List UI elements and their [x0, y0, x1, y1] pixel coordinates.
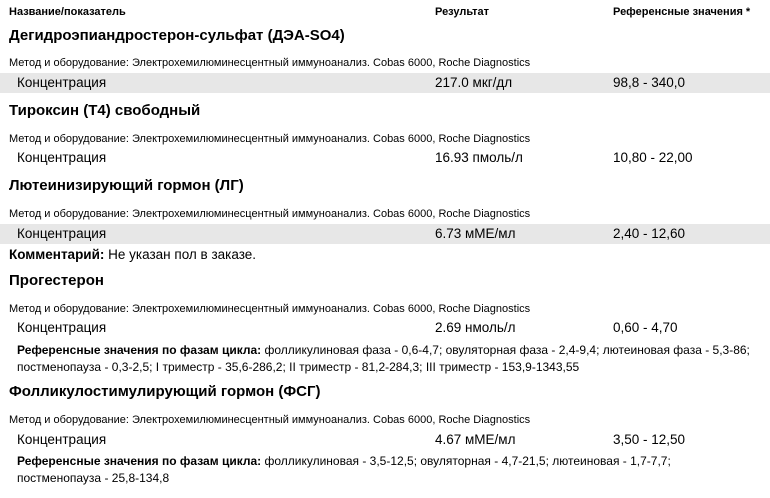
test-title-dhea-so4: Дегидроэпиандростерон-сульфат (ДЭА-SO4) — [9, 27, 345, 44]
phase-reference-note-fsh — [17, 453, 757, 487]
test-method-dhea-so4: Метод и оборудование: Электрохемилюминесцентный иммуноанализ. Cobas 6000, Roche Diagnostics — [9, 57, 531, 69]
test-title-fsh: Фолликулостимулирующий гормон (ФСГ) — [9, 383, 321, 400]
result-value: 217.0 мкг/дл — [435, 75, 513, 90]
result-value: 16.93 пмоль/л — [435, 150, 523, 165]
parameter-name: Концентрация — [17, 150, 107, 165]
comment-label: Комментарий: — [9, 247, 105, 262]
note-label: Референсные значения по фазам цикла: — [17, 343, 262, 357]
column-header-result: Результат — [435, 6, 490, 18]
reference-range: 98,8 - 340,0 — [613, 75, 686, 90]
parameter-name: Концентрация — [17, 320, 107, 335]
reference-range: 10,80 - 22,00 — [613, 150, 693, 165]
note-text: фолликулиновая фаза - 0,6-4,7; овуляторная фаза - 2,4-9,4; лютеиновая фаза - 5,3-86; постменопауза - 0,3-2,5; I триместр - 35,6-286,2; II триместр - 81,2-284,3; III триместр - 153,9-1343,55 — [17, 343, 750, 374]
test-method-t4-free: Метод и оборудование: Электрохемилюминесцентный иммуноанализ. Cobas 6000, Roche Diagnostics — [9, 133, 531, 145]
parameter-name: Концентрация — [17, 226, 107, 241]
test-method-progesterone: Метод и оборудование: Электрохемилюминесцентный иммуноанализ. Cobas 6000, Roche Diagnostics — [9, 303, 531, 315]
note-text: фолликулиновая - 3,5-12,5; овуляторная - 4,7-21,5; лютеиновая - 1,7-7,7; постменопауза - 25,8-134,8 — [17, 454, 671, 485]
result-row-dhea-so4 — [0, 73, 770, 93]
test-title-t4-free: Тироксин (Т4) свободный — [9, 102, 201, 119]
column-header-reference: Референсные значения * — [613, 6, 751, 18]
parameter-name: Концентрация — [17, 432, 107, 447]
reference-range: 2,40 - 12,60 — [613, 226, 686, 241]
result-row-lh — [0, 224, 770, 244]
column-header-name: Название/показатель — [9, 6, 126, 18]
note-label: Референсные значения по фазам цикла: — [17, 454, 262, 468]
test-method-fsh: Метод и оборудование: Электрохемилюминесцентный иммуноанализ. Cobas 6000, Roche Diagnostics — [9, 414, 531, 426]
result-row-fsh — [0, 430, 770, 450]
reference-range: 3,50 - 12,50 — [613, 432, 686, 447]
reference-range: 0,60 - 4,70 — [613, 320, 678, 335]
comment-text: Не указан пол в заказе. — [104, 247, 257, 262]
result-value: 2.69 нмоль/л — [435, 320, 516, 335]
result-value: 4.67 мМЕ/мл — [435, 432, 516, 447]
comment-lh — [9, 247, 256, 262]
test-title-lh: Лютеинизирующий гормон (ЛГ) — [9, 177, 244, 194]
result-row-t4-free — [0, 148, 770, 168]
result-value: 6.73 мМЕ/мл — [435, 226, 516, 241]
result-row-progesterone — [0, 318, 770, 338]
parameter-name: Концентрация — [17, 75, 107, 90]
test-method-lh: Метод и оборудование: Электрохемилюминесцентный иммуноанализ. Cobas 6000, Roche Diagnostics — [9, 208, 531, 220]
test-title-progesterone: Прогестерон — [9, 272, 104, 289]
phase-reference-note-progesterone — [17, 342, 757, 376]
